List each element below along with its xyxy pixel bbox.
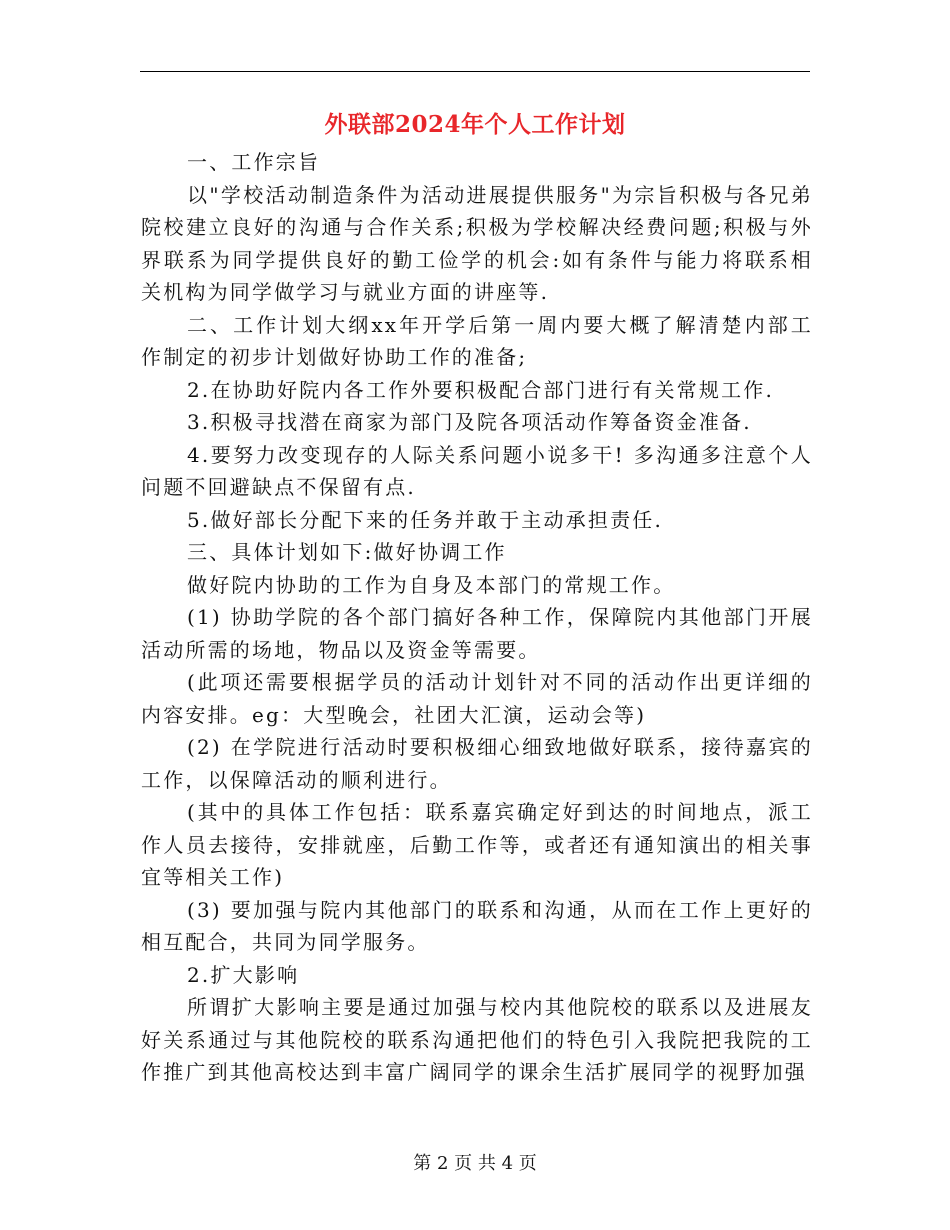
section-heading-outline: 二、工作计划大纲xx年开学后第一周内要大概了解清楚内部工作制定的初步计划做好协助工作的准备; <box>141 312 813 369</box>
list-item-3: 3.积极寻找潜在商家为部门及院各项活动作筹备资金准备. <box>187 410 752 434</box>
section-heading-specific-plan: 三、具体计划如下:做好协调工作 <box>187 540 507 564</box>
document-title: 外联部2024年个人工作计划 <box>324 111 626 138</box>
paragraph-coordination: 做好院内协助的工作为自身及本部门的常规工作。 <box>187 572 676 597</box>
page-number-label: 第 2 页 共 4 页 <box>413 1153 537 1174</box>
paragraph-purpose: 以"学校活动制造条件为活动进展提供服务"为宗旨积极与各兄弟院校建立良好的沟通与合作关系;积极为学校解决经费问题;积极与外界联系为同学提供良好的勤工俭学的机会:如有条件与能力将联系相关机构为同学做学习与就业方面的讲座等. <box>141 182 813 304</box>
page-footer <box>0 1152 950 1176</box>
list-item-4: 4.要努力改变现存的人际关系问题小说多干! 多沟通多注意个人问题不回避缺点不保留有点. <box>141 442 813 499</box>
section-heading-purpose: 一、工作宗旨 <box>187 150 321 174</box>
paragraph-item-2-note: (其中的具体工作包括：联系嘉宾确定好到达的时间地点，派工作人员去接待，安排就座，后勤工作等，或者还有通知演出的相关事宜等相关工作) <box>141 800 813 889</box>
list-item-5: 5.做好部长分配下来的任务并敢于主动承担责任. <box>187 507 664 532</box>
list-item-2: 2.在协助好院内各工作外要积极配合部门进行有关常规工作. <box>187 377 775 402</box>
paragraph-item-1: (1) 协助学院的各个部门搞好各种工作，保障院内其他部门开展活动所需的场地，物品以及资金等需要。 <box>141 605 813 662</box>
document-body <box>141 146 813 1089</box>
paragraph-item-1-note: (此项还需要根据学员的活动计划针对不同的活动作出更详细的内容安排。eg：大型晚会，社团大汇演，运动会等) <box>141 670 813 727</box>
paragraph-item-3: (3) 要加强与院内其他部门的联系和沟通，从而在工作上更好的相互配合，共同为同学服务。 <box>141 897 813 954</box>
subheading-expand-influence: 2.扩大影响 <box>187 962 300 987</box>
paragraph-item-2: (2) 在学院进行活动时要积极细心细致地做好联系，接待嘉宾的工作，以保障活动的顺利进行。 <box>141 735 813 792</box>
header-rule <box>140 71 810 72</box>
paragraph-expand-influence: 所谓扩大影响主要是通过加强与校内其他院校的联系以及进展友好关系通过与其他院校的联系沟通把他们的特色引入我院把我院的工作推广到其他高校达到丰富广阔同学的课余生活扩展同学的视野加强 <box>141 995 813 1084</box>
